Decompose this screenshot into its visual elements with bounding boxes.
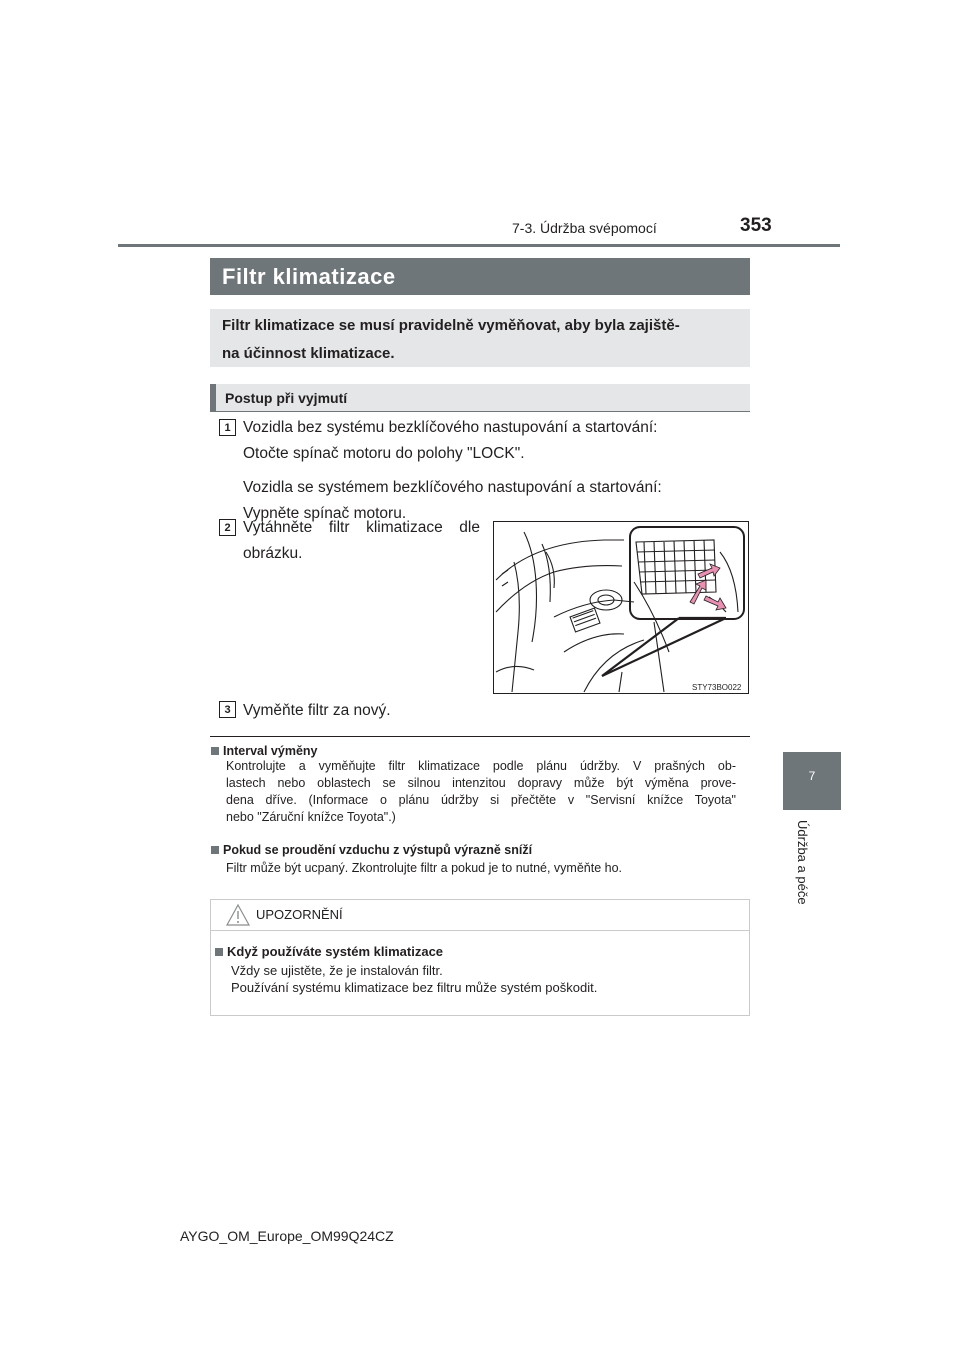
- step-2-text: [243, 515, 480, 567]
- step-number-2: 2: [219, 519, 236, 536]
- note-line: Filtr může být ucpaný. Zkontrolujte filtr a pokud je to nutné, vyměňte ho.: [226, 861, 623, 875]
- filter-illustration: [493, 521, 749, 694]
- step-1-line: Vozidla bez systému bezklíčového nastupování a startování:: [243, 419, 658, 436]
- note-heading-text: Pokud se proudění vzduchu z výstupů výrazně sníží: [223, 843, 533, 857]
- warning-label: UPOZORNĚNÍ: [256, 907, 343, 922]
- note-heading-text: Interval výměny: [223, 744, 318, 758]
- step-number-3: 3: [219, 701, 236, 718]
- warning-content: [215, 944, 745, 996]
- procedure-subheading: Postup při vyjmutí: [210, 384, 750, 412]
- header-rule: [118, 244, 840, 247]
- subheading-rule: [210, 411, 750, 412]
- intro-box: [210, 309, 750, 367]
- square-bullet-icon: [215, 948, 223, 956]
- warning-line: Vždy se ujistěte, že je instalován filtr.: [231, 963, 443, 978]
- note-interval: [211, 744, 751, 826]
- step-1-line: Vypněte spínač motoru.: [243, 505, 407, 522]
- warning-line: Používání systému klimatizace bez filtru může systém poškodit.: [231, 980, 598, 995]
- note-line: Kontrolujte a vyměňujte filtr klimatizace podle plánu údržby. V prašných ob-: [226, 759, 736, 773]
- step-1-text: [243, 415, 662, 527]
- section-title: 7-3. Údržba svépomocí: [512, 220, 657, 236]
- note-airflow: [211, 843, 751, 877]
- step-2-line: obrázku.: [243, 545, 303, 562]
- step-number-1: 1: [219, 419, 236, 436]
- warning-heading: [215, 944, 745, 959]
- chapter-label: Údržba a péče: [795, 820, 810, 905]
- note-body: [211, 758, 736, 826]
- step-1-line: Vozidla se systémem bezklíčového nastupování a startování:: [243, 479, 662, 496]
- step-3-text: Vyměňte filtr za nový.: [243, 702, 391, 719]
- warning-box: [210, 899, 750, 1016]
- page-number: 353: [740, 215, 772, 236]
- notes-rule: [210, 736, 750, 737]
- document-code: AYGO_OM_Europe_OM99Q24CZ: [180, 1228, 394, 1244]
- warning-heading-text: Když používáte systém klimatizace: [227, 944, 444, 959]
- note-line: dena dříve. (Informace o plánu údržby si přečtěte v "Servisní knížce Toyota": [226, 793, 736, 807]
- warning-header: [211, 900, 749, 931]
- step-2-line: Vytáhněte filtr klimatizace dle: [243, 519, 480, 536]
- note-line: nebo "Záruční knížce Toyota".): [226, 810, 396, 824]
- warning-triangle-icon: [226, 904, 250, 926]
- note-line: lastech nebo oblastech se silnou intenzitou dopravy může být výměna prove-: [226, 776, 736, 790]
- note-heading: [211, 843, 751, 857]
- warning-body: [215, 962, 745, 996]
- figure-code: STY73BO022: [692, 683, 742, 692]
- square-bullet-icon: [211, 846, 219, 854]
- step-1-line: Otočte spínač motoru do polohy "LOCK".: [243, 445, 525, 462]
- page-title: Filtr klimatizace: [210, 258, 750, 295]
- chapter-tab[interactable]: 7: [783, 752, 841, 810]
- intro-text: Filtr klimatizace se musí pravidelně vyměňovat, aby byla zajiště- na účinnost klimatizace.: [222, 317, 680, 362]
- dashboard-drawing: [494, 522, 748, 693]
- note-heading: [211, 744, 751, 758]
- square-bullet-icon: [211, 747, 219, 755]
